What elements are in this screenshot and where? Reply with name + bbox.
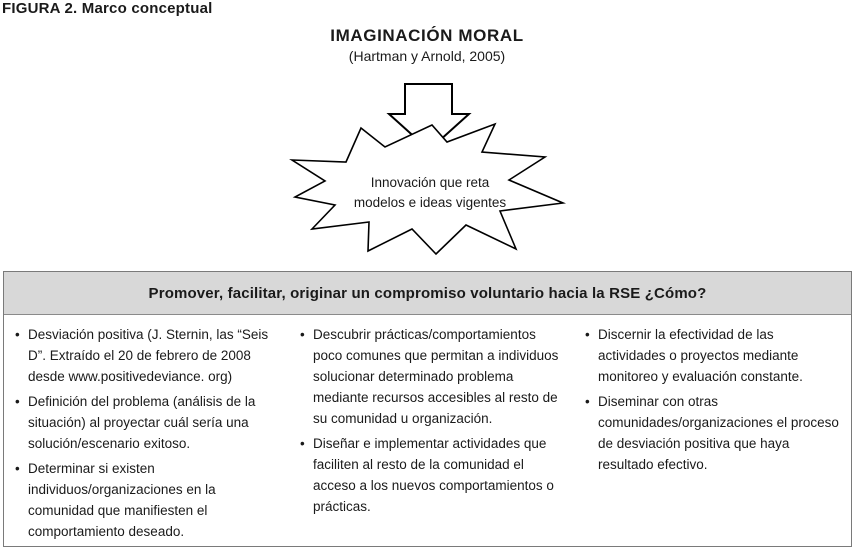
burst-text-line-2: modelos e ideas vigentes <box>353 195 507 210</box>
column-3 <box>584 324 839 479</box>
list-item: • Desviación positiva (J. Sternin, las “Seis D”. Extraído el 20 de febrero de 2008 desde www.positivedeviance. org) <box>14 324 279 387</box>
figure-label: FIGURA 2. Marco conceptual <box>2 0 213 17</box>
panel-heading: Promover, facilitar, originar un compromiso voluntario hacia la RSE ¿Cómo? <box>148 285 707 302</box>
burst-text-line-1: Innovación que reta <box>370 175 490 190</box>
list-item: • Discernir la efectividad de las actividades o proyectos mediante monitoreo y evaluación constante. <box>584 324 839 387</box>
panel-body <box>4 315 851 546</box>
panel-header <box>4 272 851 315</box>
column-2 <box>299 324 561 521</box>
column-1 <box>14 324 279 546</box>
list-item: • Determinar si existen individuos/organizaciones en la comunidad que manifiesten el comportamiento deseado. <box>14 458 279 542</box>
list-item: • Diseñar e implementar actividades que faciliten al resto de la comunidad el acceso a los nuevos comportamientos o prácticas. <box>299 433 561 517</box>
diagram-shapes <box>0 0 854 270</box>
list-item: • Diseminar con otras comunidades/organizaciones el proceso de desviación positiva que haya resultado efectivo. <box>584 391 839 475</box>
list-item: • Descubrir prácticas/comportamientos poco comunes que permitan a individuos solucionar determinado problema mediante recursos accesibles al resto de su comunidad u organización. <box>299 324 561 429</box>
concept-title: IMAGINACIÓN MORAL <box>330 26 524 45</box>
concept-source: (Hartman y Arnold, 2005) <box>348 48 506 64</box>
list-item: • Definición del problema (análisis de la situación) al proyectar cuál sería una solución/escenario exitoso. <box>14 391 279 454</box>
strategy-panel <box>3 271 852 547</box>
